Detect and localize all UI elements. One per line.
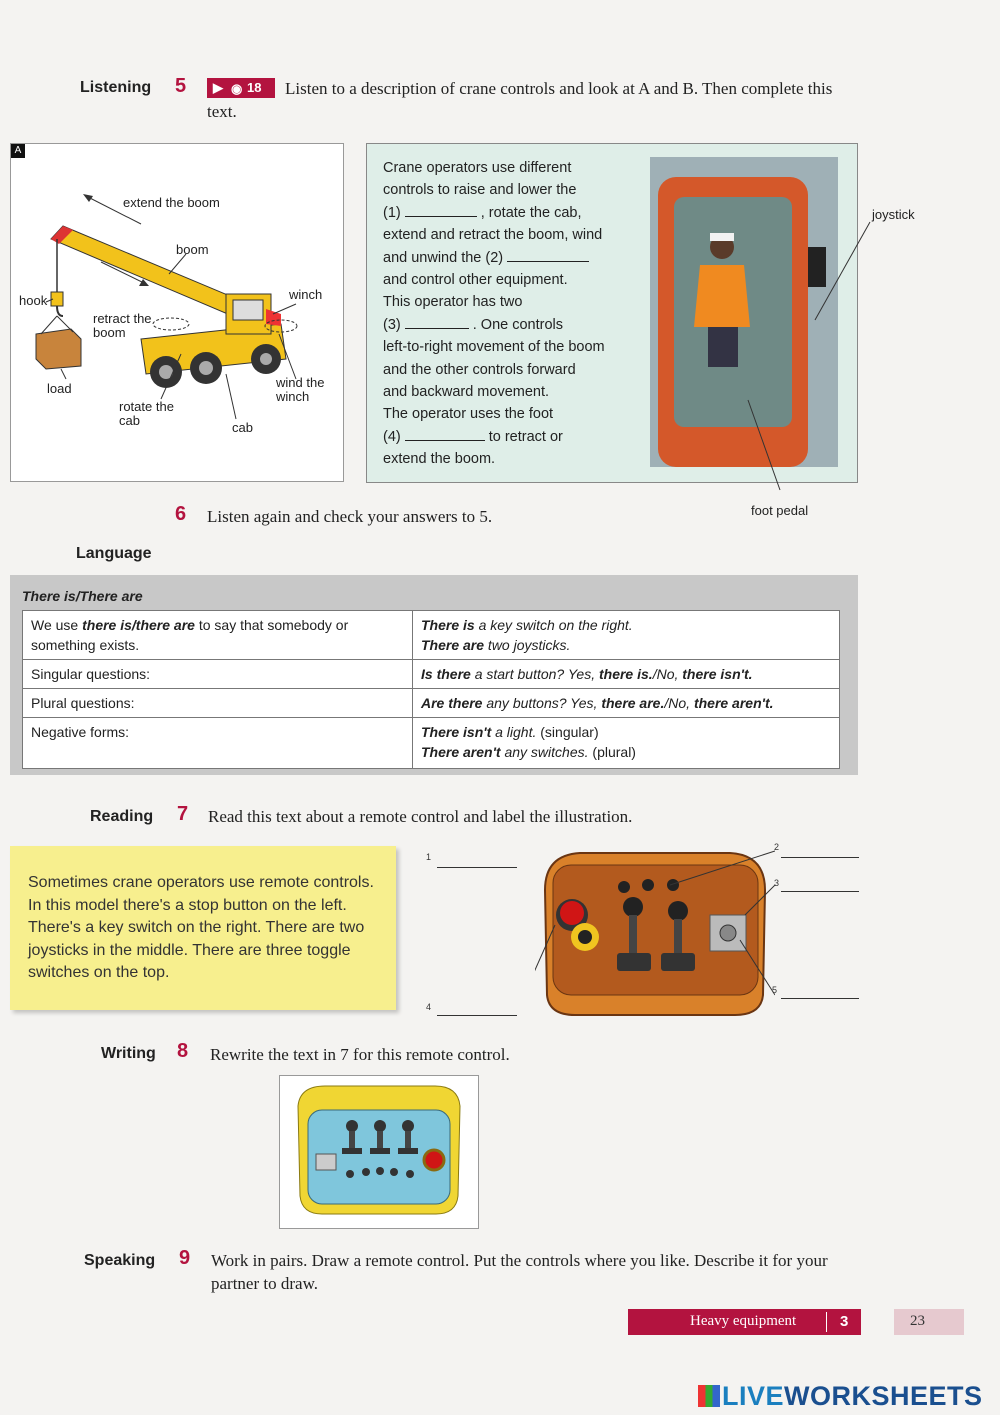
callout-number-5: 5 bbox=[772, 985, 778, 995]
answer-line-5[interactable] bbox=[781, 997, 859, 999]
label-rotate-the-cab: rotate the cab bbox=[119, 399, 174, 428]
label-boom: boom bbox=[176, 242, 209, 257]
table-row bbox=[23, 718, 840, 769]
blank-3[interactable] bbox=[405, 316, 469, 329]
unit-number: 3 bbox=[840, 1313, 849, 1330]
unit-title: Heavy equipment bbox=[690, 1313, 797, 1329]
table-cell-rule: Singular questions: bbox=[23, 660, 413, 689]
gap-number-1: (1) bbox=[383, 204, 401, 221]
section-label-speaking: Speaking bbox=[84, 1252, 156, 1269]
gap-text-4: to retract or bbox=[488, 428, 563, 445]
answer-line-4[interactable] bbox=[437, 1014, 517, 1016]
label-extend-the-boom: extend the boom bbox=[123, 195, 220, 210]
play-icon: ▶ bbox=[213, 80, 223, 95]
liveworksheets-logo[interactable] bbox=[698, 1381, 983, 1412]
instruction-5: Listen to a description of crane controls and look at A and B. Then complete this text. bbox=[207, 79, 833, 121]
label-load: load bbox=[47, 381, 72, 396]
gap-line: This operator has two bbox=[383, 294, 523, 311]
table-row bbox=[23, 611, 840, 660]
logo-icon bbox=[698, 1385, 720, 1407]
table-cell-rule: We use there is/there are to say that somebody or something exists. bbox=[23, 611, 413, 660]
callout-number-2: 2 bbox=[774, 842, 780, 852]
callout-number-4: 4 bbox=[426, 1002, 432, 1012]
answer-line-2[interactable] bbox=[781, 856, 859, 858]
writing-remote-figure bbox=[279, 1075, 479, 1229]
gap-line: controls to raise and lower the bbox=[383, 182, 577, 199]
table-row bbox=[23, 689, 840, 718]
exercise-number-8: 8 bbox=[177, 1040, 189, 1062]
footer-divider bbox=[826, 1312, 827, 1332]
gap-line bbox=[383, 314, 649, 336]
label-foot-pedal: foot pedal bbox=[751, 503, 809, 518]
language-box bbox=[10, 575, 858, 775]
page-number-box bbox=[894, 1309, 964, 1335]
gap-number-4: (4) bbox=[383, 428, 401, 445]
gap-line bbox=[383, 426, 649, 448]
blank-1[interactable] bbox=[405, 204, 477, 217]
logo-live: LIVE bbox=[722, 1381, 785, 1411]
gap-line: extend the boom. bbox=[383, 451, 496, 468]
answer-line-3[interactable] bbox=[781, 890, 859, 892]
unit-footer-bar bbox=[628, 1309, 861, 1335]
gap-line: left-to-right movement of the boom bbox=[383, 339, 605, 356]
callout-number-3: 3 bbox=[774, 878, 780, 888]
exercise-number-6: 6 bbox=[175, 503, 187, 525]
remote-control-illustration bbox=[535, 845, 778, 1020]
reading-note bbox=[10, 846, 396, 1010]
table-cell-example: There isn't a light. (singular) There aren't any switches. (plural) bbox=[413, 718, 840, 769]
figure-a-tag: A bbox=[11, 144, 25, 158]
gap-line: and control other equipment. bbox=[383, 272, 568, 289]
gap-line bbox=[383, 202, 649, 224]
section-label-listening: Listening bbox=[80, 79, 152, 96]
gap-line bbox=[383, 247, 649, 269]
callout-number-1: 1 bbox=[426, 852, 432, 862]
instruction-7: Read this text about a remote control and label the illustration. bbox=[208, 807, 633, 826]
page-number: 23 bbox=[910, 1313, 925, 1329]
gap-line: and the other controls forward bbox=[383, 361, 576, 378]
label-retract-the-boom: retract the boom bbox=[93, 311, 152, 340]
track-number: 18 bbox=[247, 80, 262, 95]
blue-remote-illustration bbox=[280, 1076, 478, 1228]
label-cab: cab bbox=[232, 420, 253, 435]
gap-text-3: . One controls bbox=[472, 316, 563, 333]
gap-number-3: (3) bbox=[383, 316, 401, 333]
gap-text-2: and unwind the (2) bbox=[383, 249, 504, 266]
section-label-reading: Reading bbox=[90, 808, 154, 825]
exercise-number-7: 7 bbox=[177, 803, 189, 825]
gap-line: and backward movement. bbox=[383, 384, 550, 401]
label-wind-the-winch: wind the winch bbox=[276, 375, 325, 404]
gap-line: The operator uses the foot bbox=[383, 406, 554, 423]
grammar-table bbox=[22, 610, 840, 769]
table-cell-rule: Negative forms: bbox=[23, 718, 413, 769]
gap-line: Crane operators use different bbox=[383, 160, 572, 176]
reading-note-text: Sometimes crane operators use remote controls. In this model there's a stop button on the left. There's a key switch on the right. There are two joysticks in the middle. There are three toggle switches on the top. bbox=[28, 874, 374, 981]
gap-fill-text bbox=[383, 157, 649, 471]
label-winch: winch bbox=[289, 287, 323, 302]
table-cell-example: Are there any buttons? Yes, there are./No, there aren't. bbox=[413, 689, 840, 718]
label-joystick: joystick bbox=[872, 207, 915, 222]
answer-line-1[interactable] bbox=[437, 866, 517, 868]
table-cell-rule: Plural questions: bbox=[23, 689, 413, 718]
instruction-6: Listen again and check your answers to 5. bbox=[207, 507, 493, 526]
exercise-number-9: 9 bbox=[179, 1247, 191, 1269]
logo-worksheets: WORKSHEETS bbox=[784, 1381, 983, 1411]
gap-text-1: , rotate the cab, bbox=[480, 204, 582, 221]
table-cell-example: There is a key switch on the right. There are two joysticks. bbox=[413, 611, 840, 660]
blank-4[interactable] bbox=[405, 428, 485, 441]
cd-icon: ◉ bbox=[231, 81, 243, 96]
section-label-writing: Writing bbox=[101, 1045, 156, 1062]
instruction-9: Work in pairs. Draw a remote control. Put the controls where you like. Describe it for your partner to draw. bbox=[211, 1251, 828, 1293]
section-label-language: Language bbox=[76, 545, 152, 562]
figure-a-crane bbox=[10, 143, 344, 482]
figure-b-callout-lines bbox=[740, 210, 880, 510]
blank-2[interactable] bbox=[507, 249, 589, 262]
table-row bbox=[23, 660, 840, 689]
instruction-8: Rewrite the text in 7 for this remote control. bbox=[210, 1045, 510, 1064]
language-box-title: There is/There are bbox=[22, 588, 143, 604]
exercise-number-5: 5 bbox=[175, 75, 187, 97]
table-cell-example: Is there a start button? Yes, there is./No, there isn't. bbox=[413, 660, 840, 689]
label-hook: hook bbox=[19, 293, 48, 308]
gap-line: extend and retract the boom, wind bbox=[383, 227, 603, 244]
